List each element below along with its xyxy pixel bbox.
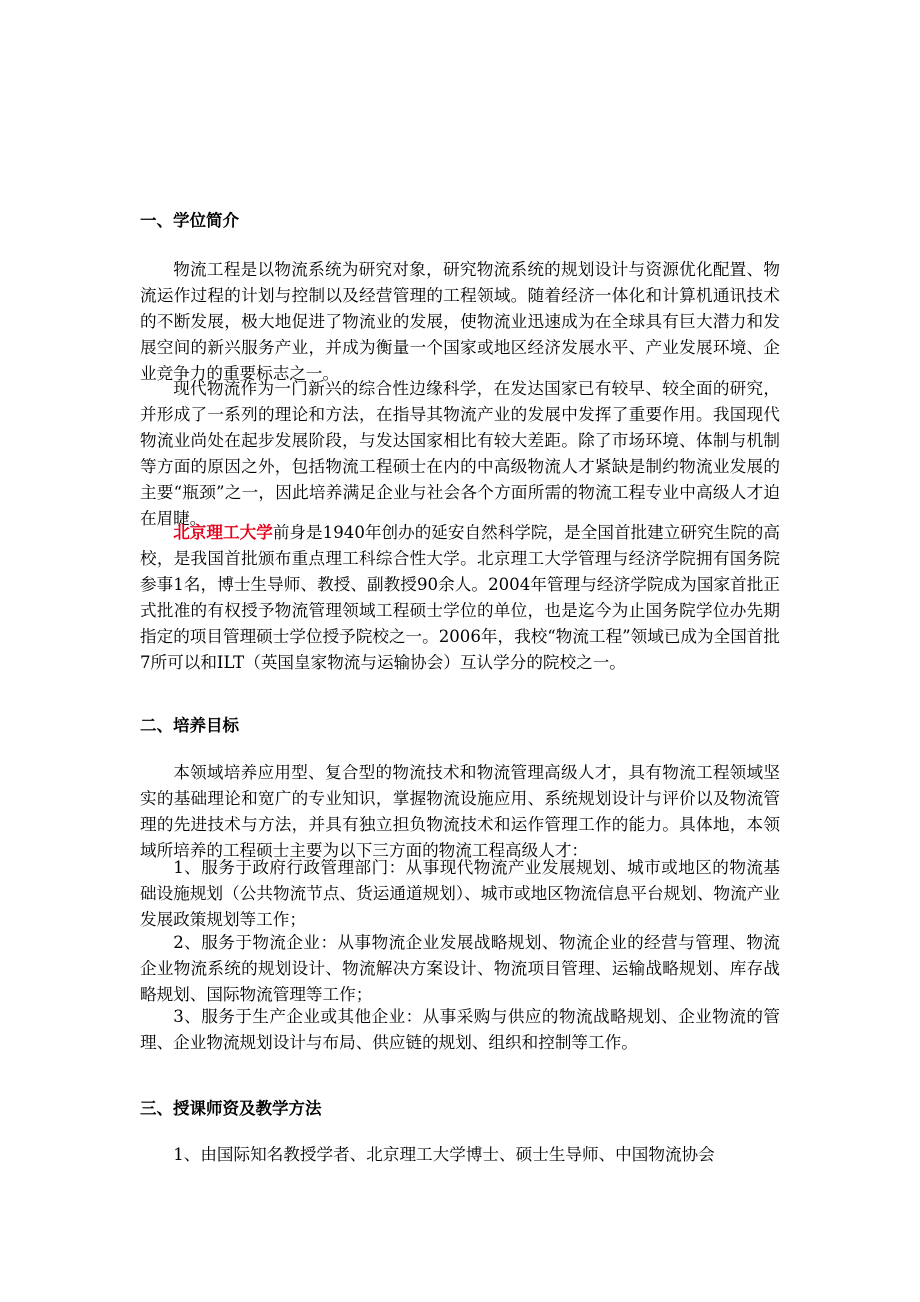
list-item-logistics-enterprise: 2、服务于物流企业：从事物流企业发展战略规划、物流企业的经营与管理、物流企业物流系统的规划设计、物流解决方案设计、物流项目管理、运输战略规划、库存战略规划、国际物流管理等工作； [140, 933, 780, 1004]
paragraph-modern-logistics: 现代物流作为一门新兴的综合性边缘科学，在发达国家已有较早、较全面的研究，并形成了一系列的理论和方法，在指导其物流产业的发展中发挥了重要作用。我国现代物流业尚处在起步发展阶段，与发达国家相比有较大差距。除了市场环境、体制与机制等方面的原因之外，包括物流工程硕士在内的中高级物流人才紧缺是制约物流业发展的主要“瓶颈”之一，因此培养满足企业与社会各个方面所需的物流工程专业中高级人才迫在眉睫。 [140, 379, 780, 528]
paragraph-bit-introduction-text: 前身是1940年创办的延安自然科学院，是全国首批建立研究生院的高校，是我国首批颁布重点理工科综合性大学。北京理工大学管理与经济学院拥有国务院参事1名，博士生导师、教授、副教授90余人。2004年管理与经济学院成为国家首批正式批准的有权授予物流管理领域工程硕士学位的单位，也是迄今为止国务院学位办先期指定的项目管理硕士学位授予院校之一。2006年，我校“物流工程”领域已成为全国首批7所可以和ILT（英国皇家物流与运输协会）互认学分的院校之一。 [140, 523, 781, 672]
list-item-faculty-1: 1、由国际知名教授学者、北京理工大学博士、硕士生导师、中国物流协会 [173, 1145, 715, 1164]
list-item-government-service: 1、服务于政府行政管理部门：从事现代物流产业发展规划、城市或地区的物流基础设施规划（公共物流节点、货运通道规划）、城市或地区物流信息平台规划、物流产业发展政策规划等工作； [140, 858, 780, 929]
section-heading-training-goals: 二、培养目标 [140, 716, 239, 735]
section-heading-degree-intro: 一、学位简介 [140, 211, 239, 230]
paragraph-bit-introduction [140, 520, 780, 675]
section-heading-faculty-teaching: 三、授课师资及教学方法 [140, 1099, 322, 1118]
list-item-production-enterprise: 3、服务于生产企业或其他企业：从事采购与供应的物流战略规划、企业物流的管理、企业物流规划设计与布局、供应链的规划、组织和控制等工作。 [140, 1007, 780, 1052]
paragraph-training-goals: 本领域培养应用型、复合型的物流技术和物流管理高级人才，具有物流工程领域坚实的基础理论和宽广的专业知识，掌握物流设施应用、系统规划设计与评价以及物流管理的先进技术与方法，并具有独立担负物流技术和运作管理工作的能力。具体地，本领域所培养的工程硕士主要为以下三方面的物流工程高级人才： [140, 763, 780, 860]
paragraph-logistics-engineering-definition: 物流工程是以物流系统为研究对象，研究物流系统的规划设计与资源优化配置、物流运作过程的计划与控制以及经营管理的工程领域。随着经济一体化和计算机通讯技术的不断发展，极大地促进了物流业的发展，使物流业迅速成为在全球具有巨大潜力和发展空间的新兴服务产业，并成为衡量一个国家或地区经济发展水平、产业发展环境、企业竞争力的重要标志之一。 [140, 260, 780, 383]
university-name-highlight: 北京理工大学 [173, 523, 273, 542]
